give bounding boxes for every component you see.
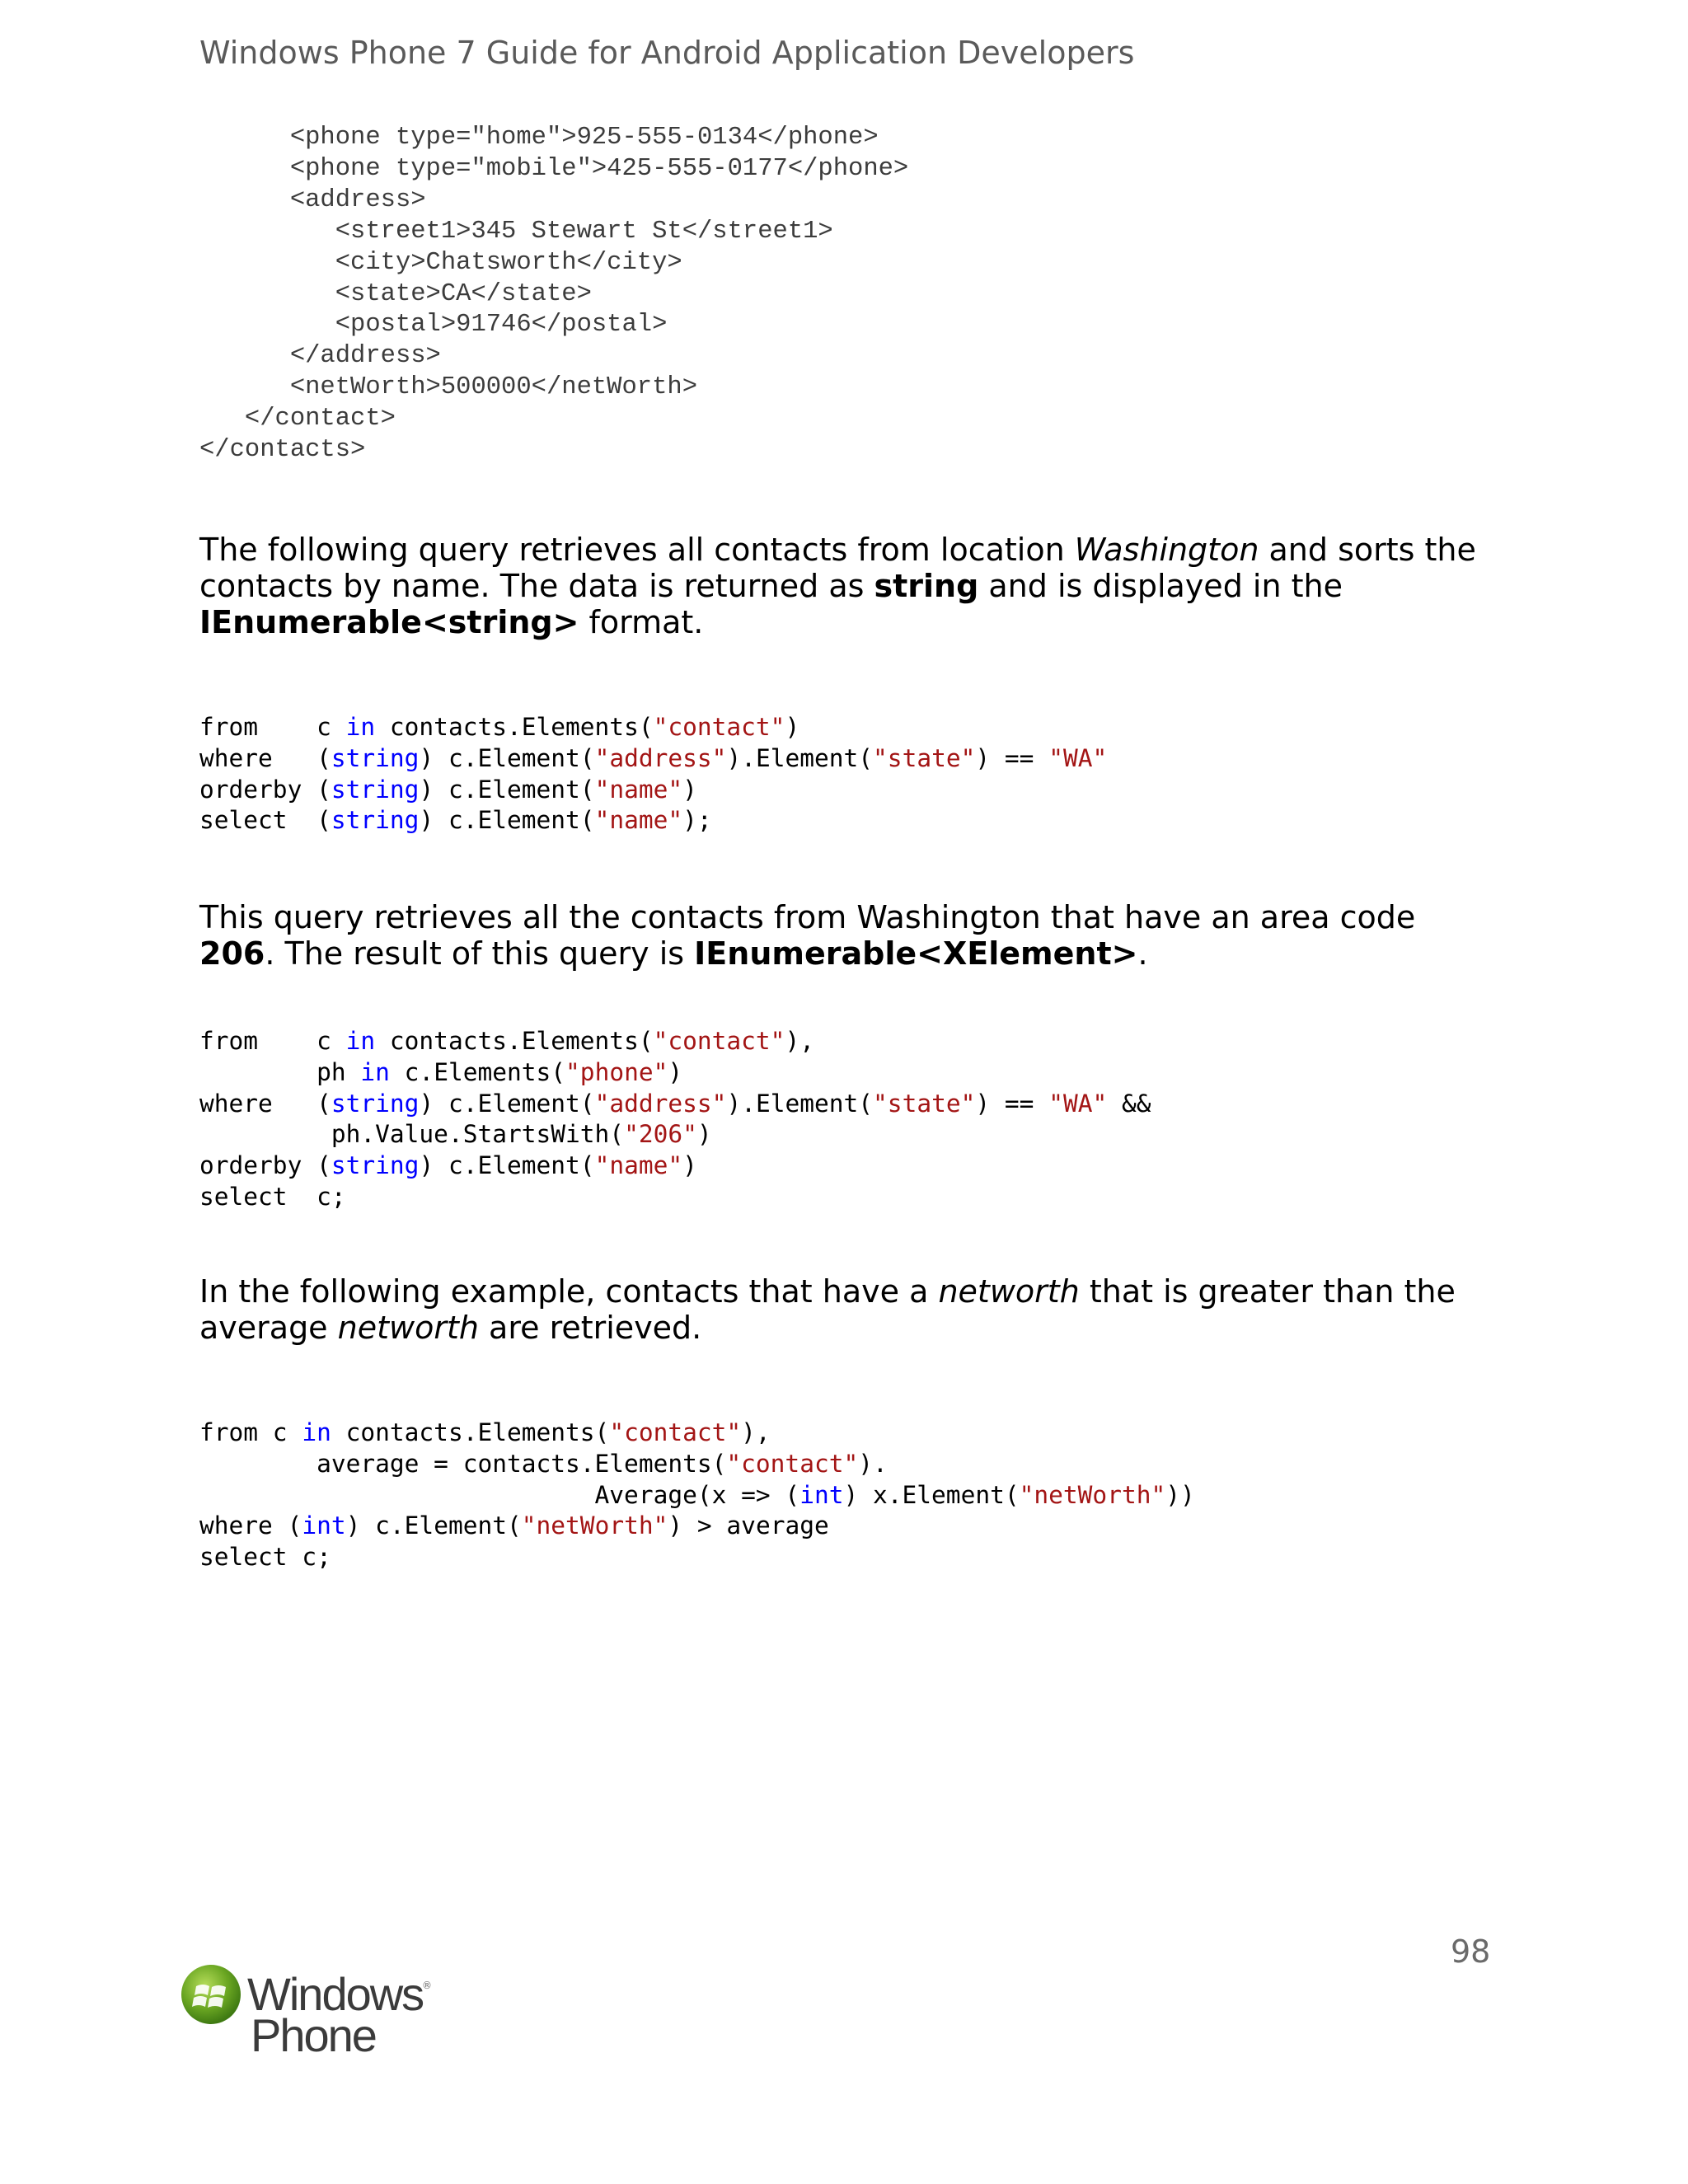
code-string: "name" [594,806,683,835]
code-keyword: string [331,775,420,804]
code-text: from c [199,1418,302,1446]
code-text: from c [199,1027,346,1055]
code-string: "contact" [653,1027,785,1055]
code-text: ph [199,1057,361,1086]
page-number: 98 [1451,1933,1491,1970]
code-text: select ( [199,806,331,835]
code-text: orderby ( [199,1151,331,1180]
code-text: ) == [975,743,1049,772]
paragraph-emphasis: networth [938,1273,1080,1310]
code-text: ) c.Element( [419,806,595,835]
code-text: select c; [199,1182,346,1211]
code-string: "address" [594,743,727,772]
code-line: </contacts> [199,436,366,465]
code-keyword: string [331,1151,420,1180]
code-text: contacts.Elements( [375,1027,654,1055]
code-string: "state" [873,1089,976,1118]
code-text: ).Element( [726,743,874,772]
code-text: ) c.Element( [345,1511,522,1540]
code-text: where ( [199,1089,331,1118]
code-line: <state>CA</state> [335,279,592,308]
code-string: "206" [624,1120,697,1149]
paragraph-emphasis: Washington [1074,532,1259,568]
code-string: "contact" [726,1449,859,1478]
page-header-title: Windows Phone 7 Guide for Android Application Developers [199,35,1135,71]
code-text: && [1107,1089,1151,1118]
code-string: "name" [594,775,683,804]
code-text: ).Element( [726,1089,874,1118]
code-text: ) [682,775,697,804]
code-text: from c [199,713,346,741]
code-line [199,806,712,834]
paragraph-text: In the following example, contacts that have a [199,1273,939,1310]
code-keyword: string [331,743,420,772]
logo-wordmark-phone: Phone [251,2009,376,2061]
code-text: ph.Value.StartsWith( [199,1120,625,1149]
paragraph-text: and is displayed in the [978,568,1343,604]
windows-flag-icon [180,1963,242,2026]
code-keyword: in [360,1057,390,1086]
code-line: <phone type="mobile">425-555-0177</phone> [289,154,909,183]
code-text: ) [696,1120,712,1149]
code-line [199,1543,331,1571]
code-line [199,1481,1195,1509]
logo-wordmark-windows: Windows [247,1968,424,2020]
paragraph-text: . The result of this query is [265,935,695,972]
code-line: <address> [289,185,426,214]
code-line: </contact> [244,405,396,434]
code-text: contacts.Elements( [375,713,654,741]
code-string: "name" [594,1151,683,1180]
code-text: where ( [199,743,331,772]
code-text: where ( [199,1511,302,1540]
paragraph-emphasis: networth [337,1310,479,1346]
code-string: "contact" [653,713,785,741]
code-text: Average(x => ( [199,1480,800,1509]
code-line [199,713,799,741]
csharp-query-1 [199,712,1107,837]
csharp-query-2 [199,1026,1151,1213]
code-line [199,1418,771,1446]
paragraph-washington-query [199,532,1485,640]
code-text: ) [682,1151,697,1180]
code-keyword: in [302,1418,331,1446]
code-line [199,1058,682,1086]
code-text: ), [785,1027,814,1055]
windows-phone-logo [180,1961,435,2060]
xml-code-block [199,123,908,466]
code-line [199,1151,697,1179]
code-text: ) > average [668,1511,829,1540]
code-keyword: in [345,1027,376,1055]
code-keyword: int [302,1511,346,1540]
code-text: ) == [975,1089,1049,1118]
logo-trademark: ® [422,1980,432,1991]
code-string: "address" [594,1089,727,1118]
paragraph-text: are retrieved. [478,1310,702,1346]
paragraph-text: and sorts the contacts by name. The data is returned as [199,532,1476,604]
paragraph-bold: IEnumerable<XElement> [694,935,1138,972]
code-string: "netWorth" [521,1511,668,1540]
code-string: "phone" [565,1057,668,1086]
code-line [199,1511,829,1540]
code-line [199,1120,712,1148]
code-text: select c; [199,1543,331,1572]
paragraph-text: The following query retrieves all contacts from location [199,532,1075,568]
code-text: ) x.Element( [843,1480,1020,1509]
code-text: orderby ( [199,775,331,804]
code-string: "WA" [1048,743,1108,772]
code-text: ); [682,806,712,835]
code-line [199,744,1107,772]
code-line [199,1450,888,1478]
code-keyword: string [331,806,420,835]
paragraph-bold: IEnumerable<string> [199,604,579,640]
code-text: ) c.Element( [419,1089,595,1118]
paragraph-networth-query [199,1273,1485,1346]
code-string: "contact" [609,1418,742,1446]
paragraph-text: format. [579,604,704,640]
code-line [199,1183,346,1211]
code-text: c.Elements( [389,1057,566,1086]
code-text: ), [741,1418,771,1446]
paragraph-text: that is greater than the average [199,1273,1456,1346]
code-line [199,1090,1151,1118]
code-text: )) [1165,1480,1195,1509]
code-text: ). [858,1449,888,1478]
code-line: <phone type="home">925-555-0134</phone> [289,124,879,152]
code-text: ) [785,713,800,741]
code-keyword: int [799,1480,844,1509]
paragraph-text: This query retrieves all the contacts from Washington that have an area code [199,899,1416,935]
code-text: ) c.Element( [419,775,595,804]
code-line: <postal>91746</postal> [335,311,668,340]
code-keyword: string [331,1089,420,1118]
paragraph-bold: 206 [199,935,265,972]
code-line: <netWorth>500000</netWorth> [289,373,697,402]
code-string: "WA" [1048,1089,1108,1118]
code-line [199,776,697,804]
code-text: ) [668,1057,683,1086]
code-keyword: in [345,713,376,741]
code-string: "netWorth" [1019,1480,1166,1509]
code-text: ) c.Element( [419,743,595,772]
paragraph-text: . [1137,935,1148,972]
code-text: contacts.Elements( [331,1418,610,1446]
code-line: <street1>345 Stewart St</street1> [335,217,833,246]
code-line: </address> [289,342,441,371]
code-text: ) c.Element( [419,1151,595,1180]
code-string: "state" [873,743,976,772]
code-text: average = contacts.Elements( [199,1449,727,1478]
code-line: <city>Chatsworth</city> [335,248,682,277]
paragraph-area-code-query [199,899,1485,972]
csharp-query-3 [199,1418,1195,1573]
paragraph-bold: string [874,568,979,604]
code-line [199,1027,814,1055]
